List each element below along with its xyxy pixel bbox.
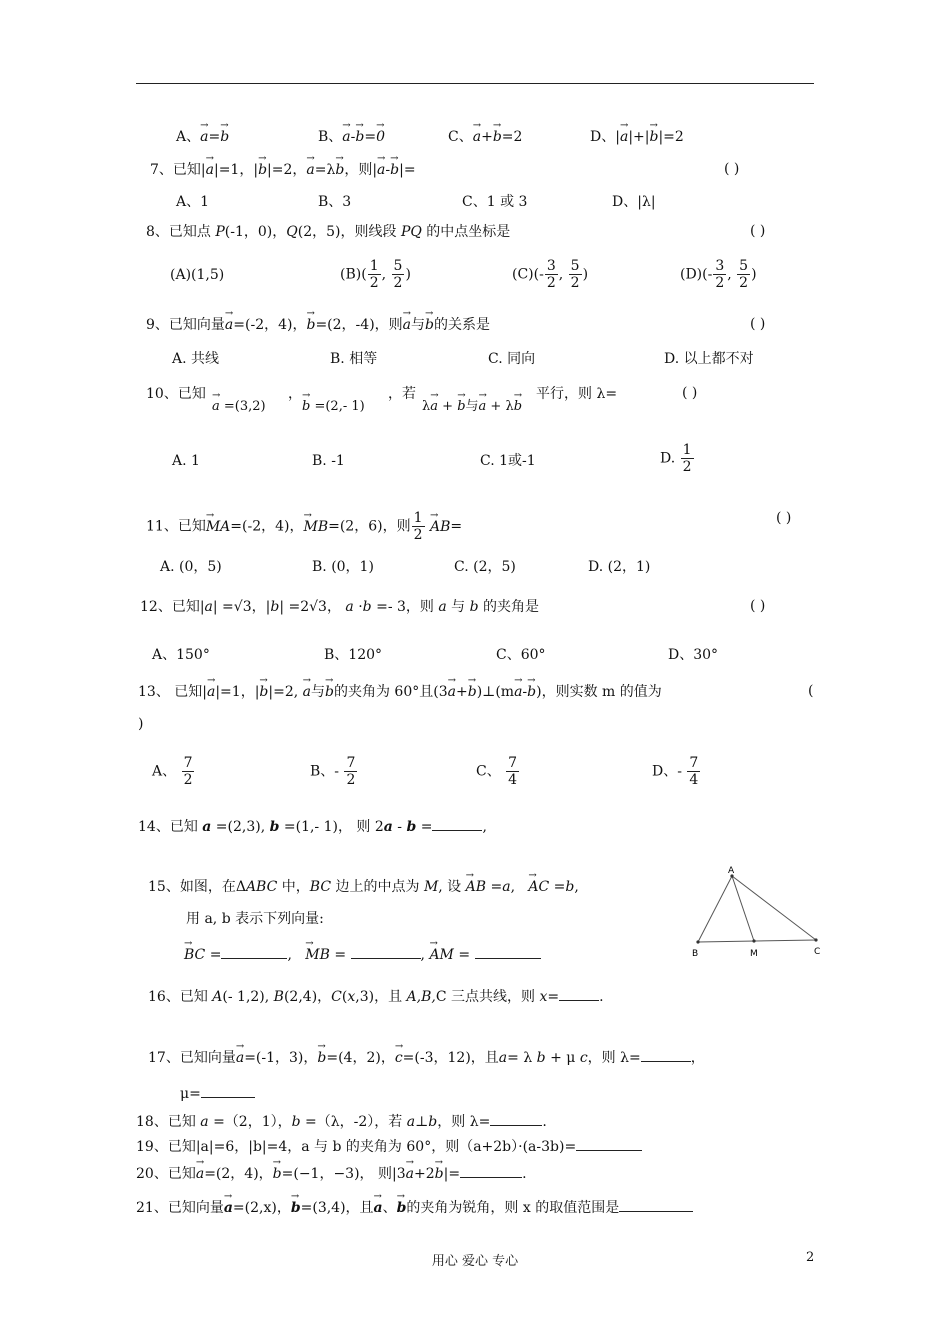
label-a: A: [728, 866, 735, 876]
q15-line1: 15、如图，在ΔABC 中，BC 边上的中点为 M, 设 → AB =a, → AC =b,: [148, 878, 579, 896]
q8-option-a: (A)(1,5): [170, 267, 225, 283]
q17-line1: 17、已知向量→ a=(-1，3)，→ b=(4，2)，→ c=(-3，12)，且a= λ b + μ c，则 λ= ，: [148, 1047, 705, 1067]
q15-triangle-figure: [686, 866, 832, 958]
q17-line2: μ=: [180, 1083, 255, 1103]
q12-option-a: A、150°: [152, 647, 210, 663]
q13-option-d: D、- $\frac{7}{4}$: [652, 755, 699, 788]
q10-option-c: C. 1或-1: [480, 453, 536, 469]
q16-stem: 16、已知 A(- 1,2), B(2,4)，C(x,3)，且 A,B,C 三点共线，则 x= .: [148, 986, 604, 1006]
label-m: M: [750, 949, 758, 958]
q6-option-c: C、→ a+→ b=2: [448, 128, 522, 146]
q8-option-d: (D)(- $\frac{3}{2}$ , $\frac{5}{2}$ ): [680, 258, 757, 291]
q13-option-c: C、 $\frac{7}{4}$: [476, 755, 518, 788]
q7-option-b: B、3: [318, 194, 352, 210]
q10-ruo: ，若: [388, 386, 416, 402]
q11-stem: 11、已知→ MA=(-2，4)，→ MB=(2，6)，则 $\frac{1}{2}$ → AB=: [146, 510, 462, 543]
q15-line3: → BC = , → MB = , → AM =: [184, 944, 541, 964]
q11-option-b: B. (0，1): [312, 559, 374, 575]
q8-answer-paren: ( ): [750, 223, 766, 239]
label-c: C: [814, 947, 821, 957]
q12-stem: 12、已知|a| =√3，|b| =2√3， a ·b =- 3，则 a 与 b 的夹角是: [140, 599, 540, 615]
side-bc: [698, 940, 816, 942]
q9-option-c: C. 同向: [488, 351, 536, 367]
side-ac: [732, 876, 816, 940]
q10-option-d: D. $\frac{1}{2}$: [660, 442, 692, 475]
page-footer: 用心 爱心 专心: [431, 1254, 519, 1269]
median-am: [732, 876, 754, 941]
label-b: B: [692, 949, 699, 958]
q7-stem: 7、已知|→ a|=1，|→ b|=2，→ a=λ→ b，则|→ a-→ b|=: [150, 161, 416, 179]
q7-option-c: C、1 或 3: [462, 194, 528, 210]
q13-paren-close: ): [138, 716, 144, 732]
q14-stem: 14、已知 a =(2,3), b =(1,- 1)， 则 2a - b = ,: [138, 816, 487, 836]
q6-option-a: A、→ a=→ b: [176, 128, 229, 146]
q12-option-b: B、120°: [324, 647, 383, 663]
q6-option-b: B、→ a-→ b=→ 0: [318, 128, 385, 146]
q13-option-b: B、- $\frac{7}{2}$: [310, 755, 356, 788]
q6-option-d: D、|→ a|+|→ b|=2: [590, 128, 684, 146]
q9-option-d: D. 以上都不对: [664, 351, 754, 367]
point-m: [752, 939, 755, 942]
q13-option-a: A、 $\frac{7}{2}$: [152, 755, 193, 788]
q12-answer-paren: ( ): [750, 598, 766, 614]
q21-stem: 21、已知向量→ a=(2,x)，→ b=(3,4)，且→ a、→ b的夹角为锐角，则 x 的取值范围是: [136, 1197, 693, 1217]
q9-answer-paren: ( ): [750, 316, 766, 332]
q7-answer-paren: ( ): [724, 161, 740, 177]
q9-option-a: A. 共线: [172, 351, 220, 367]
q11-option-c: C. (2，5): [454, 559, 516, 575]
q11-answer-paren: ( ): [776, 510, 792, 526]
q12-option-d: D、30°: [668, 647, 719, 663]
q9-stem: 9、已知向量→ a=(-2，4)，→ b=(2，-4)，则→ a与→ b的关系是: [146, 316, 490, 334]
q15-line2: 用 a, b 表示下列向量:: [186, 911, 324, 927]
q10-stem-prefix: 10、已知: [146, 386, 206, 402]
q8-stem: 8、已知点 P(-1，0)，Q(2，5)，则线段 PQ 的中点坐标是: [146, 224, 511, 240]
q10-answer-paren: ( ): [682, 385, 698, 401]
q7-option-d: D、|λ|: [612, 194, 656, 210]
q10-parallel-text: 平行，则 λ=: [536, 386, 618, 402]
q10-comma: ，: [288, 386, 302, 402]
q19-stem: 19、已知|a|=6，|b|=4，a 与 b 的夹角为 60°，则（a+2b）·(a-3b)=: [136, 1136, 642, 1156]
q8-option-b: (B)( $\frac{1}{2}$ , $\frac{5}{2}$ ): [340, 258, 411, 291]
q10-option-a: A. 1: [172, 453, 200, 469]
q18-stem: 18、已知 a =（2，1），b =（λ，-2），若 a⊥b，则 λ= .: [136, 1111, 547, 1131]
q20-stem: 20、已知→ a=(2，4)，→ b=(−1，−3)， 则|3→ a+2→ b|= .: [136, 1163, 527, 1183]
q9-option-b: B. 相等: [330, 351, 378, 367]
page-number: 2: [806, 1250, 815, 1265]
q11-option-a: A. (0，5): [160, 559, 222, 575]
side-ab: [698, 876, 732, 942]
vertex-c: [814, 938, 817, 941]
vertex-b: [696, 940, 699, 943]
q7-option-a: A、1: [176, 194, 210, 210]
q10-expression: λ→ a + → b与→ a + λ→ b: [422, 398, 522, 416]
q12-option-c: C、60°: [496, 647, 546, 663]
header-rule: [136, 83, 814, 84]
q10-vector-b: → b =(2,- 1): [302, 398, 365, 416]
q10-vector-a: → a =(3,2): [212, 398, 266, 416]
q8-option-c: (C)(- $\frac{3}{2}$ , $\frac{5}{2}$ ): [512, 258, 589, 291]
q10-option-b: B. -1: [312, 453, 345, 469]
q13-paren-open: (: [808, 683, 814, 699]
q13-stem: 13、 已知|→ a|=1，|→ b|=2, → a与→ b的夹角为 60°且(3→ a+→ b)⊥(m→ a-→ b)，则实数 m 的值为: [138, 683, 662, 701]
q11-option-d: D. (2，1): [588, 559, 651, 575]
